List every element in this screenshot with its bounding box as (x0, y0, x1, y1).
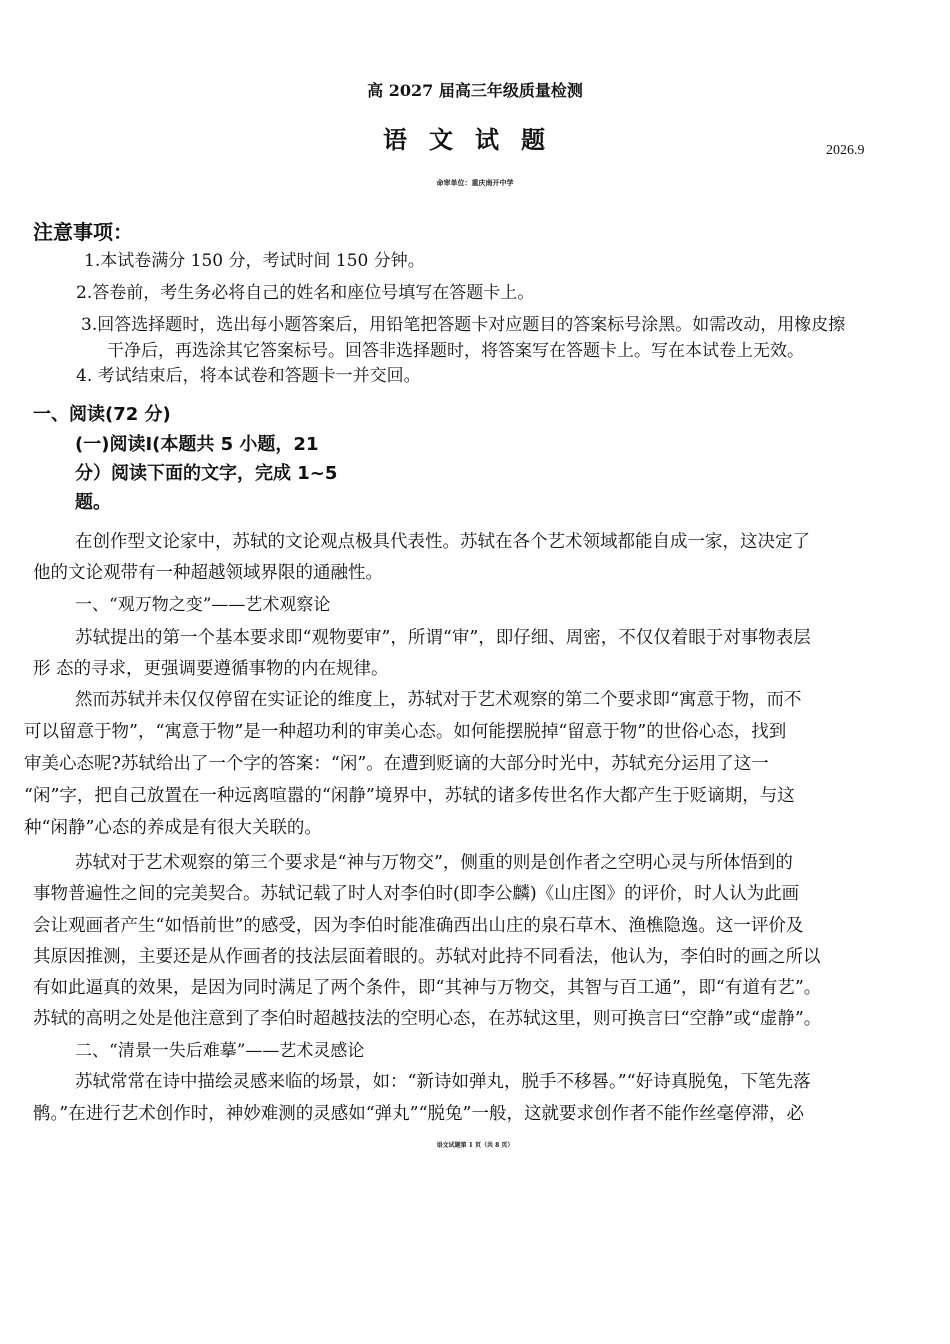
subsection-line-1: (一)阅读Ⅰ(本题共 5 小题，21 (75, 434, 319, 455)
text-line: 可以留意于物”，“寓意于物”是一种超功利的审美心态。如何能摆脱掉“留意于物”的世俗心态，找到 (24, 722, 787, 742)
subheading-inspiration: 二、“清景一失后难摹”——艺术灵感论 (75, 1041, 365, 1061)
section-heading: 一、阅读(72 分) (33, 404, 171, 425)
text-line: 审美心态呢?苏轼给出了一个字的答案：“闲”。在遭到贬谪的大部分时光中，苏轼充分运用了这一 (24, 754, 769, 774)
notice-item-2: 2.答卷前，考生务必将自己的姓名和座位号填写在答题卡上。 (76, 283, 535, 303)
notice-item-3: 3.回答选择题时，选出每小题答案后，用铅笔把答题卡对应题目的答案标号涂黑。如需改动，用橡皮擦 (81, 315, 846, 335)
text-line: 会让观画者产生“如悟前世”的感受，因为李伯时能准确西出山庄的泉石草木、渔樵隐逸。这一评价及 (33, 916, 804, 936)
text-line: 有如此逼真的效果，是因为同时满足了两个条件，即“其神与万物交，其智与百工通”，即“有道有艺”。 (33, 978, 822, 998)
notice-item-4: 4. 考试结束后，将本试卷和答题卡一并交回。 (76, 366, 421, 386)
text-line: 事物普遍性之间的完美契合。苏轼记载了时人对李伯时(即李公麟)《山庄图》的评价，时人认为此画 (33, 884, 800, 904)
page-footer: 语文试题第 1 页（共 8 页） (436, 1142, 514, 1149)
subject-title: 语文试题 (383, 125, 567, 154)
text-line: 苏轼的高明之处是他注意到了李伯时超越技法的空明心态，在苏轼这里，则可换言曰“空静”或“虚静”。 (33, 1009, 822, 1029)
text-line: 鹘。”在进行艺术创作时，神妙难测的灵感如“弹丸”“脱兔”一般，这就要求创作者不能作丝毫停滞，必 (33, 1104, 804, 1124)
exam-title: 高 2027 届高三年级质量检测 (367, 81, 583, 100)
notice-item-3-cont: 干净后，再选涂其它答案标号。回答非选择题时，将答案写在答题卡上。写在本试卷上无效。 (107, 341, 804, 361)
subsection-line-3: 题。 (75, 492, 111, 513)
subsection-line-2: 分）阅读下面的文字，完成 1~5 (75, 463, 338, 484)
text-line: 形 态的寻求，更强调要遵循事物的内在规律。 (33, 659, 389, 679)
notice-heading: 注意事项： (33, 220, 133, 244)
text-line: 苏轼提出的第一个基本要求即“观物要审”，所谓“审”，即仔细、周密，不仅仅着眼于对事物表层 (75, 628, 811, 648)
text-line: 其原因推测，主要还是从作画者的技法层面着眼的。苏轼对此持不同看法，他认为，李伯时的画之所以 (33, 947, 821, 967)
text-line: “闲”字，把自己放置在一种远离喧嚣的“闲静”境界中，苏轼的诸多传世名作大都产生于贬谪期，与这 (24, 786, 795, 806)
text-line: 在创作型文论家中，苏轼的文论观点极具代表性。苏轼在各个艺术领域都能自成一家，这决定了 (75, 532, 810, 552)
author-unit: 命审单位：重庆南开中学 (436, 178, 514, 187)
exam-date: 2026.9 (826, 143, 865, 158)
subheading-observation: 一、“观万物之变”——艺术观察论 (75, 595, 331, 615)
notice-item-1: 1.本试卷满分 150 分，考试时间 150 分钟。 (84, 251, 425, 271)
text-line: 苏轼对于艺术观察的第三个要求是“神与万物交”，侧重的则是创作者之空明心灵与所体悟到的 (75, 853, 793, 873)
text-line: 苏轼常常在诗中描绘灵感来临的场景，如：“新诗如弹丸，脱手不移晷。”“好诗真脱兔，下笔先落 (75, 1072, 811, 1092)
text-line: 种“闲静”心态的养成是有很大关联的。 (24, 818, 322, 838)
text-line: 然而苏轼并未仅仅停留在实证论的维度上，苏轼对于艺术观察的第二个要求即“寓意于物，而不 (75, 690, 802, 710)
text-line: 他的文论观带有一种超越领域界限的通融性。 (33, 563, 383, 583)
